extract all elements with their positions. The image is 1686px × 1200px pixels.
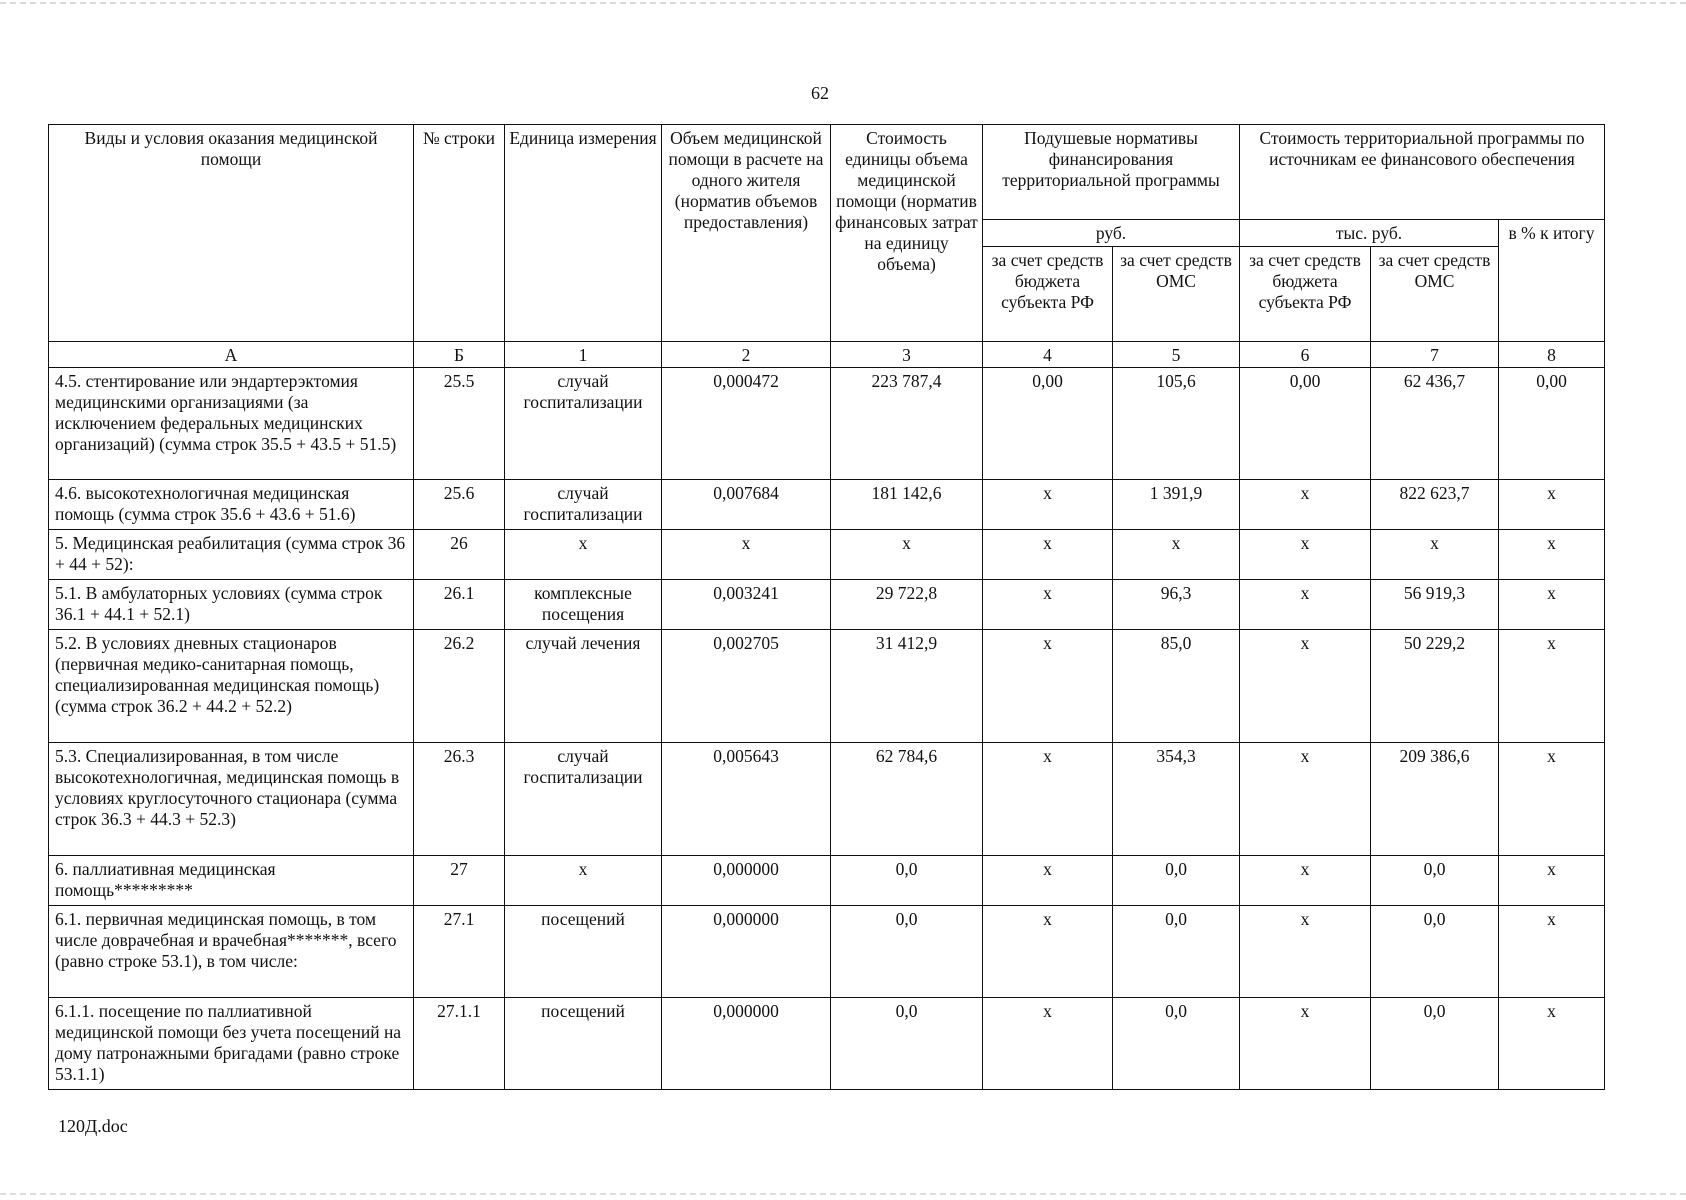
row-percent: х bbox=[1499, 743, 1605, 856]
row-volume: 0,005643 bbox=[662, 743, 831, 856]
row-budget-rub: х bbox=[983, 530, 1113, 580]
table-row bbox=[49, 580, 1605, 630]
row-volume: 0,000000 bbox=[662, 906, 831, 998]
row-volume: 0,000000 bbox=[662, 998, 831, 1090]
row-unit: посещений bbox=[505, 998, 662, 1090]
header-volume: Объем медицинской помощи в расчете на одного жителя (норматив объемов предоставления) bbox=[662, 125, 831, 342]
table-row bbox=[49, 630, 1605, 743]
row-name: 4.5. стентирование или эндартерэктомия медицинскими организациями (за исключением федеральных медицинских организаций) (сумма строк 35.5 + 43.5 + 51.5) bbox=[49, 368, 414, 480]
row-oms-rub: 0,0 bbox=[1113, 856, 1240, 906]
row-oms-rub: 1 391,9 bbox=[1113, 480, 1240, 530]
header-oms-funds-2: за счет средств ОМС bbox=[1371, 247, 1499, 342]
index-cell: 5 bbox=[1113, 342, 1240, 368]
row-budget-thous: х bbox=[1240, 906, 1371, 998]
row-budget-thous: х bbox=[1240, 480, 1371, 530]
row-unit-cost: 0,0 bbox=[831, 856, 983, 906]
row-number: 25.5 bbox=[414, 368, 505, 480]
index-cell: 2 bbox=[662, 342, 831, 368]
header-unit-cost: Стоимость единицы объема медицинской помощи (норматив финансовых затрат на единицу объема) bbox=[831, 125, 983, 342]
row-percent: х bbox=[1499, 856, 1605, 906]
row-unit-cost: 31 412,9 bbox=[831, 630, 983, 743]
header-percent-total: в % к итогу bbox=[1499, 220, 1605, 342]
row-name: 5.2. В условиях дневных стационаров (первичная медико-санитарная помощь, специализированная медицинская помощь) (сумма строк 36.2 + 44.2 + 52.2) bbox=[49, 630, 414, 743]
row-budget-rub: х bbox=[983, 906, 1113, 998]
row-budget-rub: х bbox=[983, 856, 1113, 906]
row-name: 5. Медицинская реабилитация (сумма строк 36 + 44 + 52): bbox=[49, 530, 414, 580]
index-cell: Б bbox=[414, 342, 505, 368]
row-unit-cost: 62 784,6 bbox=[831, 743, 983, 856]
row-budget-rub: х bbox=[983, 630, 1113, 743]
row-name: 4.6. высокотехнологичная медицинская помощь (сумма строк 35.6 + 43.6 + 51.6) bbox=[49, 480, 414, 530]
row-unit-cost: 223 787,4 bbox=[831, 368, 983, 480]
row-unit: х bbox=[505, 530, 662, 580]
index-cell: 8 bbox=[1499, 342, 1605, 368]
row-volume: 0,000472 bbox=[662, 368, 831, 480]
row-percent: х bbox=[1499, 580, 1605, 630]
table-row bbox=[49, 856, 1605, 906]
row-oms-thous: 209 386,6 bbox=[1371, 743, 1499, 856]
row-percent: х bbox=[1499, 906, 1605, 998]
row-unit: посещений bbox=[505, 906, 662, 998]
index-cell: 3 bbox=[831, 342, 983, 368]
row-oms-rub: 0,0 bbox=[1113, 998, 1240, 1090]
index-cell: А bbox=[49, 342, 414, 368]
row-budget-thous: х bbox=[1240, 580, 1371, 630]
header-unit-thous-rub: тыс. руб. bbox=[1240, 220, 1499, 247]
header-unit: Единица измерения bbox=[505, 125, 662, 342]
row-budget-thous: х bbox=[1240, 998, 1371, 1090]
row-budget-rub: х bbox=[983, 480, 1113, 530]
row-volume: 0,000000 bbox=[662, 856, 831, 906]
header-row-number: № строки bbox=[414, 125, 505, 342]
row-oms-thous: 0,0 bbox=[1371, 856, 1499, 906]
row-budget-thous: х bbox=[1240, 630, 1371, 743]
row-budget-rub: х bbox=[983, 580, 1113, 630]
column-index-row bbox=[49, 342, 1605, 368]
index-cell: 4 bbox=[983, 342, 1113, 368]
row-unit: случай госпитализации bbox=[505, 743, 662, 856]
row-budget-thous: х bbox=[1240, 530, 1371, 580]
row-unit-cost: 0,0 bbox=[831, 906, 983, 998]
row-number: 26 bbox=[414, 530, 505, 580]
row-volume: 0,007684 bbox=[662, 480, 831, 530]
row-oms-thous: 56 919,3 bbox=[1371, 580, 1499, 630]
scan-edge-bottom bbox=[0, 1193, 1686, 1198]
row-oms-thous: 50 229,2 bbox=[1371, 630, 1499, 743]
header-unit-rub: руб. bbox=[983, 220, 1240, 247]
row-number: 26.3 bbox=[414, 743, 505, 856]
row-unit: комплексные посещения bbox=[505, 580, 662, 630]
page-number: 62 bbox=[811, 83, 829, 103]
row-budget-rub: 0,00 bbox=[983, 368, 1113, 480]
table-row bbox=[49, 998, 1605, 1090]
header-per-capita-norms: Подушевые нормативы финансирования территориальной программы bbox=[983, 125, 1240, 220]
row-oms-rub: 354,3 bbox=[1113, 743, 1240, 856]
row-percent: 0,00 bbox=[1499, 368, 1605, 480]
scan-edge-top bbox=[0, 2, 1686, 7]
header-oms-funds: за счет средств ОМС bbox=[1113, 247, 1240, 342]
row-unit: случай госпитализации bbox=[505, 368, 662, 480]
row-oms-rub: 96,3 bbox=[1113, 580, 1240, 630]
table-row bbox=[49, 480, 1605, 530]
row-volume: 0,002705 bbox=[662, 630, 831, 743]
row-unit-cost: 0,0 bbox=[831, 998, 983, 1090]
row-number: 27.1.1 bbox=[414, 998, 505, 1090]
row-name: 6.1.1. посещение по паллиативной медицинской помощи без учета посещений на дому патронажными бригадами (равно строке 53.1.1) bbox=[49, 998, 414, 1090]
row-oms-thous: 822 623,7 bbox=[1371, 480, 1499, 530]
financing-table bbox=[48, 124, 1605, 1090]
row-number: 27.1 bbox=[414, 906, 505, 998]
row-unit-cost: х bbox=[831, 530, 983, 580]
row-oms-thous: 0,0 bbox=[1371, 906, 1499, 998]
row-number: 26.2 bbox=[414, 630, 505, 743]
table-row bbox=[49, 743, 1605, 856]
table-row bbox=[49, 906, 1605, 998]
row-oms-thous: х bbox=[1371, 530, 1499, 580]
row-name: 5.1. В амбулаторных условиях (сумма строк 36.1 + 44.1 + 52.1) bbox=[49, 580, 414, 630]
row-name: 6. паллиативная медицинская помощь********* bbox=[49, 856, 414, 906]
row-budget-rub: х bbox=[983, 743, 1113, 856]
header-budget-subject-2: за счет средств бюджета субъекта РФ bbox=[1240, 247, 1371, 342]
footer-filename: 120Д.doc bbox=[58, 1116, 128, 1136]
index-cell: 7 bbox=[1371, 342, 1499, 368]
row-volume: 0,003241 bbox=[662, 580, 831, 630]
row-number: 27 bbox=[414, 856, 505, 906]
header-program-cost: Стоимость территориальной программы по источникам ее финансового обеспечения bbox=[1240, 125, 1605, 220]
row-unit: случай лечения bbox=[505, 630, 662, 743]
row-oms-rub: 0,0 bbox=[1113, 906, 1240, 998]
row-budget-thous: х bbox=[1240, 856, 1371, 906]
row-volume: х bbox=[662, 530, 831, 580]
row-budget-thous: х bbox=[1240, 743, 1371, 856]
row-oms-rub: 105,6 bbox=[1113, 368, 1240, 480]
index-cell: 6 bbox=[1240, 342, 1371, 368]
row-unit: случай госпитализации bbox=[505, 480, 662, 530]
index-cell: 1 bbox=[505, 342, 662, 368]
table-row bbox=[49, 530, 1605, 580]
table-row bbox=[49, 368, 1605, 480]
row-unit: х bbox=[505, 856, 662, 906]
row-percent: х bbox=[1499, 630, 1605, 743]
row-oms-thous: 0,0 bbox=[1371, 998, 1499, 1090]
row-number: 26.1 bbox=[414, 580, 505, 630]
row-budget-rub: х bbox=[983, 998, 1113, 1090]
row-unit-cost: 181 142,6 bbox=[831, 480, 983, 530]
row-name: 6.1. первичная медицинская помощь, в том числе доврачебная и врачебная*******, всего (равно строке 53.1), в том числе: bbox=[49, 906, 414, 998]
row-percent: х bbox=[1499, 480, 1605, 530]
header-kinds: Виды и условия оказания медицинской помощи bbox=[49, 125, 414, 342]
row-name: 5.3. Специализированная, в том числе высокотехнологичная, медицинская помощь в условиях круглосуточного стационара (сумма строк 36.3 + 44.3 + 52.3) bbox=[49, 743, 414, 856]
row-unit-cost: 29 722,8 bbox=[831, 580, 983, 630]
row-percent: х bbox=[1499, 530, 1605, 580]
row-oms-thous: 62 436,7 bbox=[1371, 368, 1499, 480]
row-oms-rub: х bbox=[1113, 530, 1240, 580]
row-percent: х bbox=[1499, 998, 1605, 1090]
row-oms-rub: 85,0 bbox=[1113, 630, 1240, 743]
row-budget-thous: 0,00 bbox=[1240, 368, 1371, 480]
header-budget-subject: за счет средств бюджета субъекта РФ bbox=[983, 247, 1113, 342]
row-number: 25.6 bbox=[414, 480, 505, 530]
